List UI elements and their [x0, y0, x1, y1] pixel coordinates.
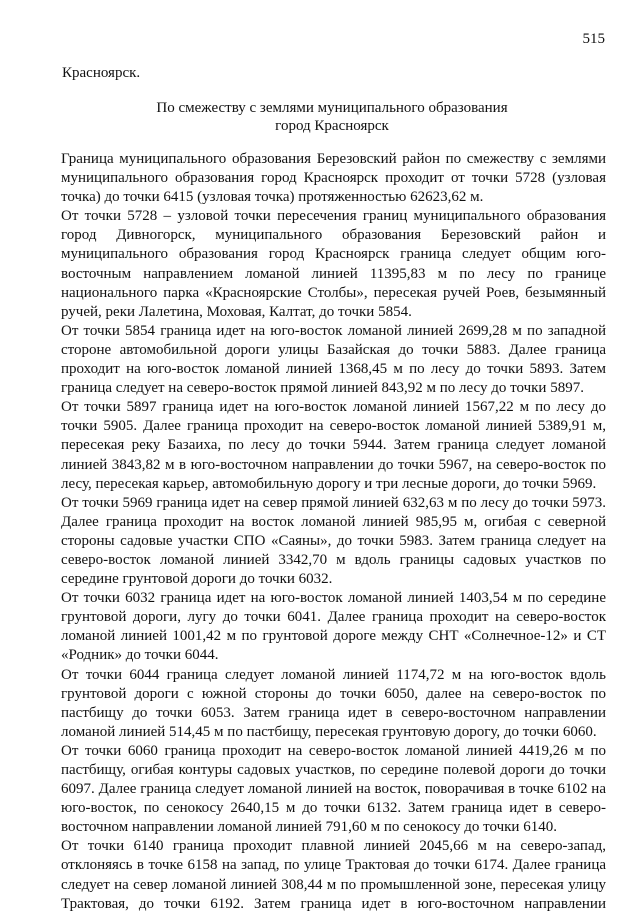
paragraph: От точки 6044 граница следует ломаной линией 1174,72 м на юго-восток вдоль грунтовой дороги с южной стороны до точки 6050, далее на северо-восток по пастбищу до точки 6053. Затем граница идет в северо-восточном направлении ломаной линией 514,45 м по пастбищу, пересекая грунтовую дорогу, до точки 6060. [61, 666, 606, 740]
paragraph: Граница муниципального образования Березовский район по смежеству с землями муниципального образования город Красноярск проходит от точки 5728 (узловая точка) до точки 6415 (узловая точка) протяженностью 62623,62 м. [61, 151, 606, 206]
section-heading [62, 99, 602, 135]
paragraph: От точки 6032 граница идет на юго-восток ломаной линией 1403,54 м по середине грунтовой дороги, лугу до точки 6041. Далее граница проходит на северо-восток ломаной линией 1001,42 м по грунтовой дороге между СНТ «Солнечное-12» и СТ «Родник» до точки 6044. [61, 590, 606, 664]
paragraph: От точки 5897 граница идет на юго-восток ломаной линией 1567,22 м по лесу до точки 5905. Далее граница проходит на северо-восток ломаной линией 5389,91 м, пересекая реку Базаиха, по лесу до точки 5944. Затем граница следует ломаной линией 3843,82 м в юго-восточном направлении до точки 5967, на северо-восток по лесу, пересекая карьер, автомобильную дорогу и три лесные дороги, до точки 5969. [61, 399, 606, 492]
paragraph: От точки 6140 граница проходит плавной линией 2045,66 м на северо-запад, отклоняясь в точке 6158 на запад, по улице Трактовая до точки 6174. Далее граница следует на север ломаной линией 308,44 м по промышленной зоне, пересекая улицу Трактовая, до точки 6192. Затем граница идет в юго-восточном направлении [61, 838, 606, 912]
lead-text: Красноярск. [62, 65, 141, 81]
section-heading-line-1: По смежеству с землями муниципального образования [156, 100, 508, 116]
page-number: 515 [582, 31, 605, 47]
paragraph: От точки 5854 граница идет на юго-восток ломаной линией 2699,28 м по западной стороне автомобильной дороги улицы Базайская до точки 5883. Далее граница проходит на юго-восток ломаной линией 1368,45 м по лесу до точки 5893. Затем граница следует на северо-восток прямой линией 843,92 м по лесу до точки 5897. [61, 322, 606, 397]
section-heading-line-2: город Красноярск [275, 118, 389, 134]
paragraph: От точки 5728 – узловой точки пересечения границ муниципального образования город Дивногорск, муниципального образования Березовский район и муниципального образования город Красноярск граница следует общим юго-восточным направлением ломаной линией 11395,83 м по лесу по границе национального парка «Красноярские Столбы», пересекая ручей Роев, безымянный ручей, реки Лалетина, Моховая, Калтат, до точки 5854. [61, 208, 606, 320]
paragraph: От точки 6060 граница проходит на северо-восток ломаной линией 4419,26 м по пастбищу, огибая контуры садовых участков, по середине полевой дороги до точки 6097. Далее граница следует ломаной линией на восток, поворачивая в точке 6102 на юго-восток, по сенокосу 2640,15 м до точки 6132. Затем граница идет в северо-восточном направлении ломаной линией 791,60 м по сенокосу до точки 6140. [61, 742, 606, 836]
document-body [61, 150, 606, 914]
paragraph: От точки 5969 граница идет на север прямой линией 632,63 м по лесу до точки 5973. Далее граница проходит на восток ломаной линией 985,95 м, огибая с северной стороны садовые участки СПО «Саяны», до точки 5983. Затем граница следует на северо-восток ломаной линией 3342,70 м вдоль границы садовых участков по середине грунтовой дороги до точки 6032. [61, 494, 606, 588]
